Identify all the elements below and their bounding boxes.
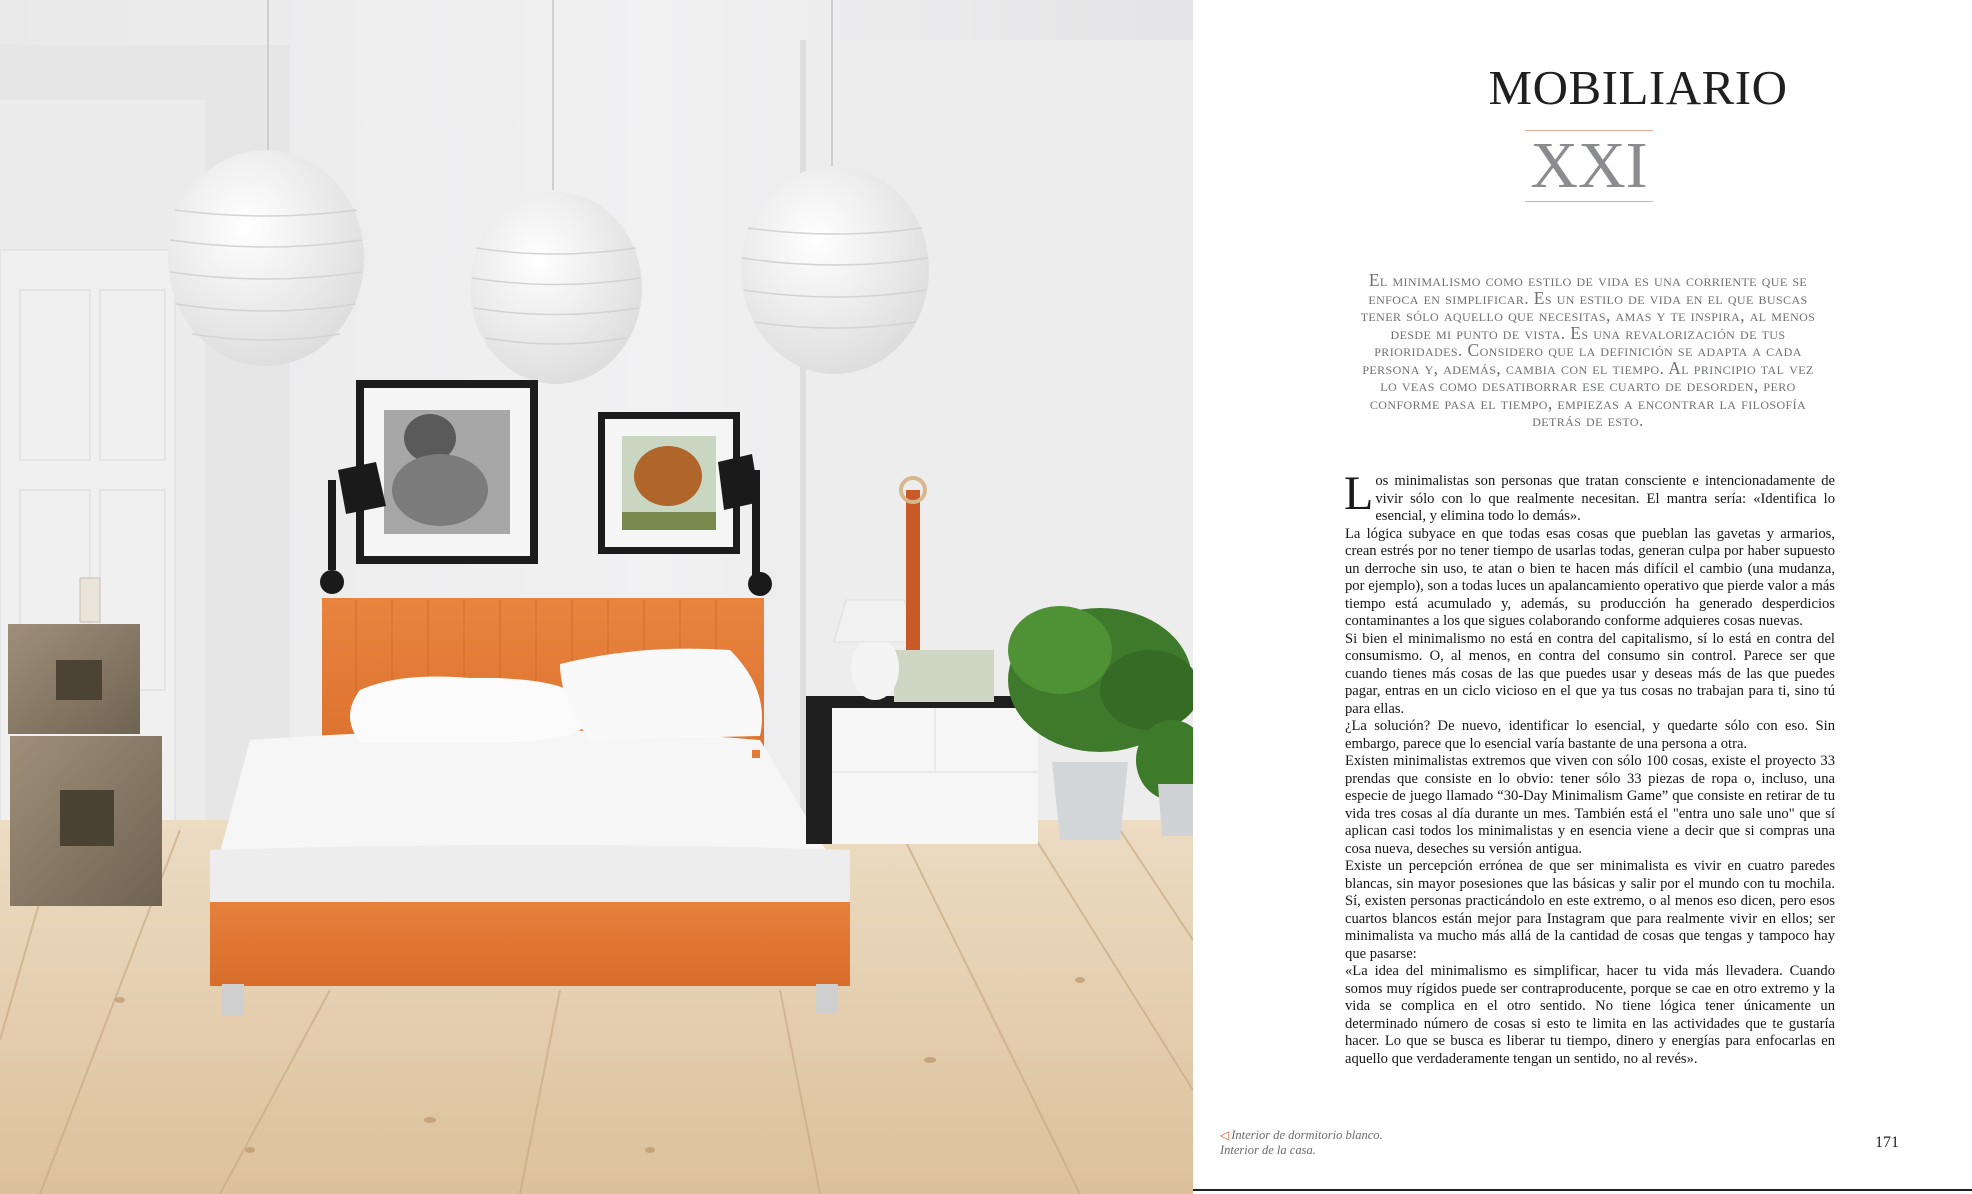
paragraph: «La idea del minimalismo es simplificar, hacer tu vida más llevadera. Cuando somos muy rígidos puede ser contraproducente, porque se cae en otro extremo y la vida se complica en el otro sentido. No tiene lógica tener únicamente un determinado número de cosas si esto te limita en las actividades que te gustaría hacer. Lo que se busca es liberar tu tiempo, dinero y energías para enfocarlas en aquello que verdaderamente tengan un sentido, no al revés».	[1345, 963, 1835, 1067]
paragraph: Los minimalistas son personas que tratan consciente e intencionadamente de vivir sólo con lo que realmente necesitan. El mantra sería: «Identifica lo esencial, y elimina todo lo demás».	[1344, 467, 1835, 524]
intro-paragraph: El minimalismo como estilo de vida es una corriente que se enfoca en simplificar. Es un estilo de vida en el que buscas tener sólo aquello que necesitas, amas y te inspira, al menos desde mi punto de vista. Es una revalorización de tus prioridades. Considero que la definición se adapta a cada persona y, además, cambia con el tiempo. Al principio tal vez lo veas como desatiborrar ese cuarto de desorden, pero conforme pasa el tiempo, empiezas a encontrar la filosofía detrás de esto.	[1360, 270, 1816, 430]
paragraph: Si bien el minimalismo no está en contra del capitalismo, sí lo está en contra del consumismo. O, al menos, en contra del consumo sin control. Parece ser que cuando tienes más cosas de las que puedes usar y deseas más de las que puedes pagar, entras en un ciclo vicioso en el que ya tus cosas no trabajan para ti, sino tú para ellas.	[1345, 630, 1835, 717]
pendant-lamp	[741, 166, 929, 374]
chapter-numeral: XXI	[1525, 130, 1653, 202]
paragraph: Existe un percepción errónea de que ser minimalista es vivir en cuatro paredes blancas, sin mayor posesiones que las básicas y salir por el mundo con tu mochila. Sí, existen personas practicándolo en este extremo, o al menos eso dicen, pero esos cuartos blancos están mejor para Instagram que para realmente vivir en ellos; ser minimalista va mucho más allá de la cantidad de cosas que tengas y tampoco hay que pasarse:	[1345, 858, 1835, 962]
wooden-crate-stool	[8, 578, 162, 906]
pendant-lamp	[168, 150, 364, 366]
drop-cap: L	[1344, 467, 1374, 520]
paragraph: La lógica subyace en que todas esas cosas que pueblan las gavetas y armarios, crean estrés por no tener tiempo de usarlas todas, generan culpa por haber supuesto un derroche sin uso, te atan o bien te hacen más difícil el cambio (una mudanza, por ejemplo), son a todas luces un apalancamiento operativo que pierde valor a más tiempo está acumulado y, además, su producción ha generado desperdicios contaminantes a los que sigues colaborando conforme adquieres cosas nuevas.	[1345, 525, 1835, 629]
page-title: MOBILIARIO	[1488, 60, 1788, 115]
title-block	[1443, 58, 1833, 118]
paragraph: Existen minimalistas extremos que viven con sólo 100 cosas, existe el proyecto 33 prendas que consiste en lo obvio: tener sólo 33 piezas de ropa o, incluso, una especie de juego llamado “30-Day Minimalism Game” que consiste en retirar de tu vida tres cosas al día durante un mes. También está el "entra uno sale uno" que sí aplican casi todos los minimalistas y en esencia viene a decir que si compras una cosa nueva, deseches su versión antigua.	[1345, 753, 1835, 857]
framed-cat-photo	[356, 380, 538, 564]
left-triangle-icon: ◁	[1220, 1128, 1230, 1142]
article-body	[1344, 467, 1835, 1068]
framed-tree-photo	[598, 412, 740, 554]
bottom-rule	[1193, 1189, 1972, 1191]
paragraph: ¿La solución? De nuevo, identificar lo esencial, y quedarte sólo con eso. Sin embargo, parece que lo esencial varía bastante de una persona a otra.	[1345, 718, 1835, 752]
pendant-lamp	[470, 192, 642, 384]
text-page	[1193, 0, 1972, 1194]
bed-frame	[210, 888, 850, 986]
photo-caption: ◁ Interior de dormitorio blanco. Interior de la casa.	[1220, 1128, 1383, 1157]
page-number: 171	[1875, 1134, 1899, 1151]
